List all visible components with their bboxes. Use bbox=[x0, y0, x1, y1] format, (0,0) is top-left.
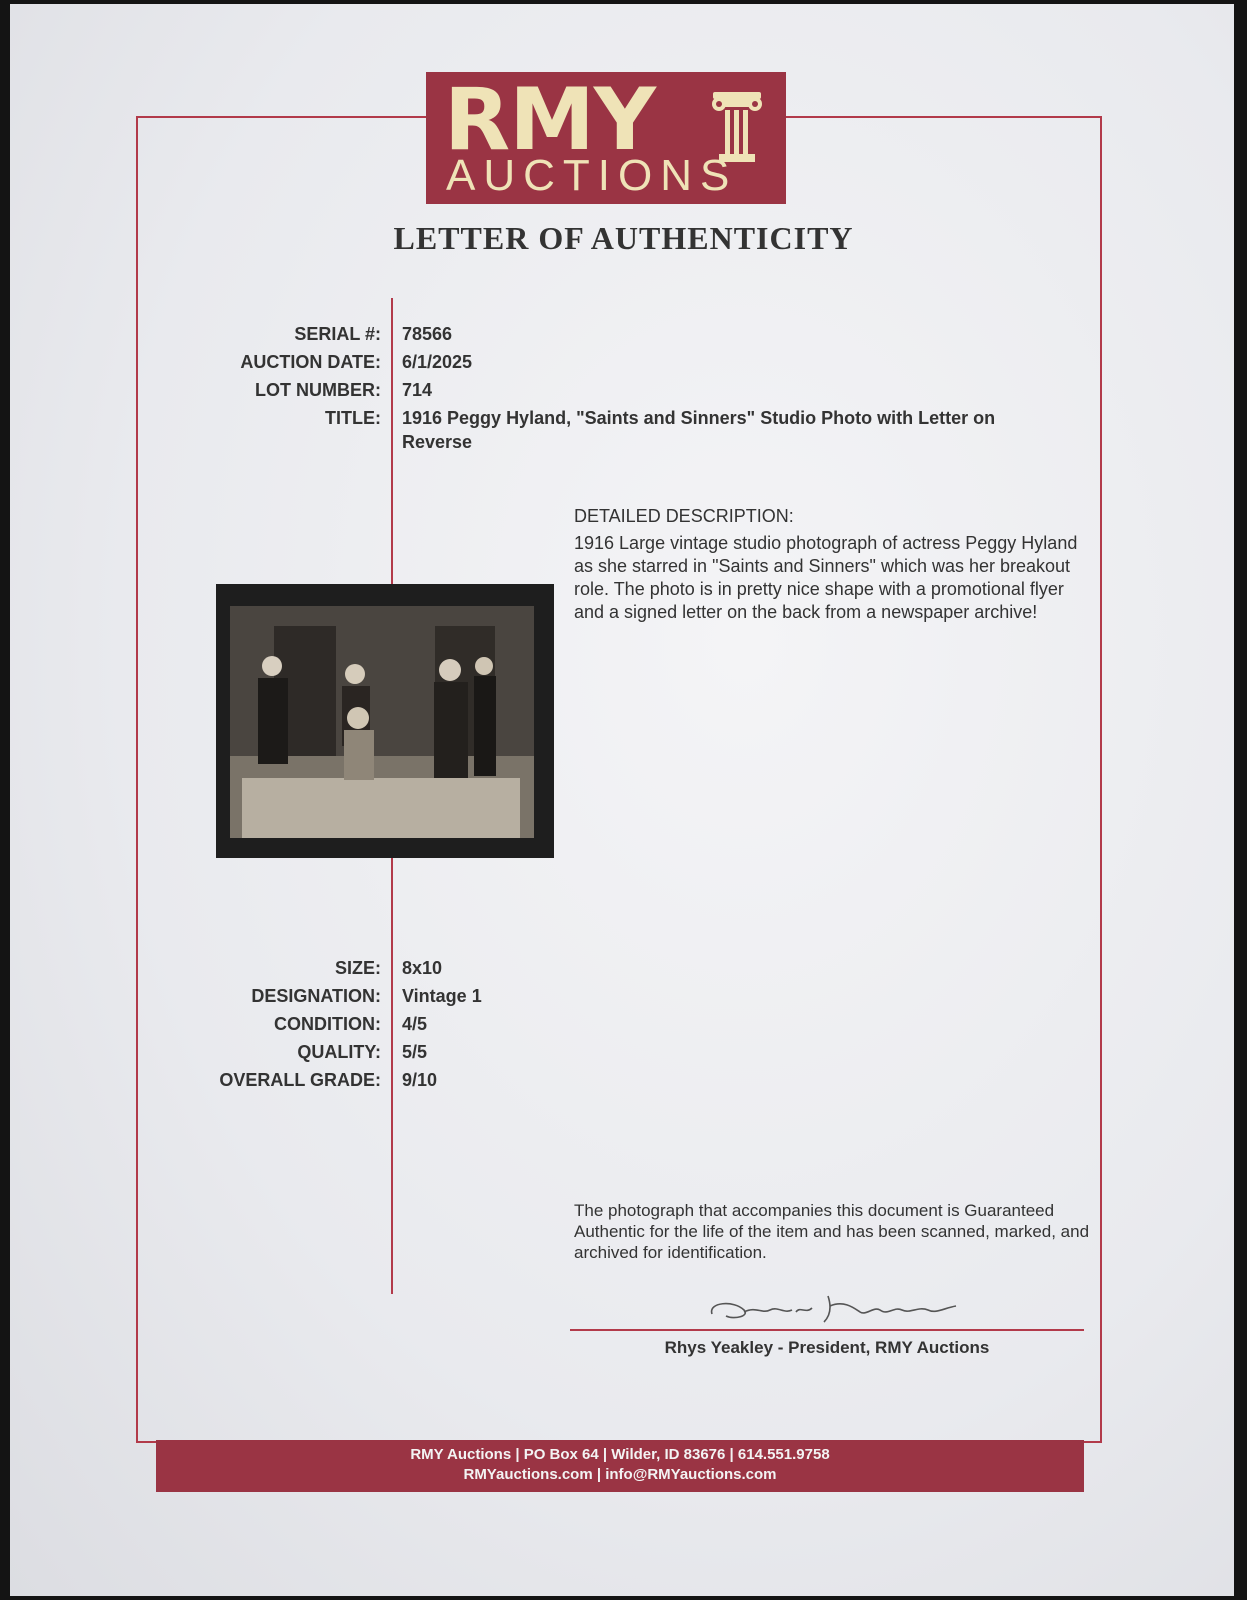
photo-scene bbox=[230, 606, 534, 838]
field-value: 9/10 bbox=[402, 1070, 438, 1090]
footer-web-line: RMYauctions.com | info@RMYauctions.com bbox=[463, 1466, 777, 1483]
rmy-auctions-logo bbox=[426, 72, 786, 204]
field-label: CONDITION: bbox=[274, 1014, 381, 1034]
field-value: 78566 bbox=[402, 324, 453, 344]
footer-bar bbox=[156, 1440, 1084, 1492]
field-label: SIZE: bbox=[334, 958, 381, 978]
document-title: LETTER OF AUTHENTICITY bbox=[393, 220, 854, 256]
signer-name: Rhys Yeakley - President, RMY Auctions bbox=[664, 1338, 990, 1357]
field-value: Vintage 1 bbox=[402, 986, 482, 1006]
field-label: TITLE: bbox=[325, 408, 381, 428]
vintage-studio-photo bbox=[230, 606, 534, 838]
field-value: 714 bbox=[402, 380, 433, 400]
field-label: SERIAL #: bbox=[294, 324, 381, 344]
signature-image bbox=[704, 1284, 964, 1328]
field-label: OVERALL GRADE: bbox=[219, 1070, 381, 1090]
field-label: AUCTION DATE: bbox=[240, 352, 381, 372]
description-text: 1916 Large vintage studio photograph of actress Peggy Hyland as she starred in "Saints and Sinners" which was her breakout role. The photo is in pretty nice shape with a promotional flyer and a signed letter on the back from a newspaper archive! bbox=[574, 533, 1078, 622]
logo-subtitle-text: AUCTIONS bbox=[446, 151, 738, 200]
field-value: 8x10 bbox=[402, 958, 443, 978]
field-label: QUALITY: bbox=[297, 1042, 381, 1062]
field-value: 4/5 bbox=[402, 1014, 428, 1034]
logo-brand-text: RMY bbox=[444, 70, 656, 170]
signature-line bbox=[570, 1329, 1084, 1331]
guarantee-text: The photograph that accompanies this document is Guaranteed Authentic for the life of the item and has been scanned, marked, and archived for identification. bbox=[574, 1201, 1090, 1262]
field-value: 6/1/2025 bbox=[402, 352, 473, 372]
field-value: 5/5 bbox=[402, 1042, 428, 1062]
description-heading: DETAILED DESCRIPTION: bbox=[574, 506, 794, 526]
footer-contact-line: RMY Auctions | PO Box 64 | Wilder, ID 83676 | 614.551.9758 bbox=[410, 1446, 830, 1463]
field-label: LOT NUMBER: bbox=[255, 380, 381, 400]
vintage-photo-frame bbox=[216, 584, 554, 858]
field-value: 1916 Peggy Hyland, "Saints and Sinners" Studio Photo with Letter on Reverse bbox=[402, 408, 996, 452]
field-label: DESIGNATION: bbox=[251, 986, 381, 1006]
